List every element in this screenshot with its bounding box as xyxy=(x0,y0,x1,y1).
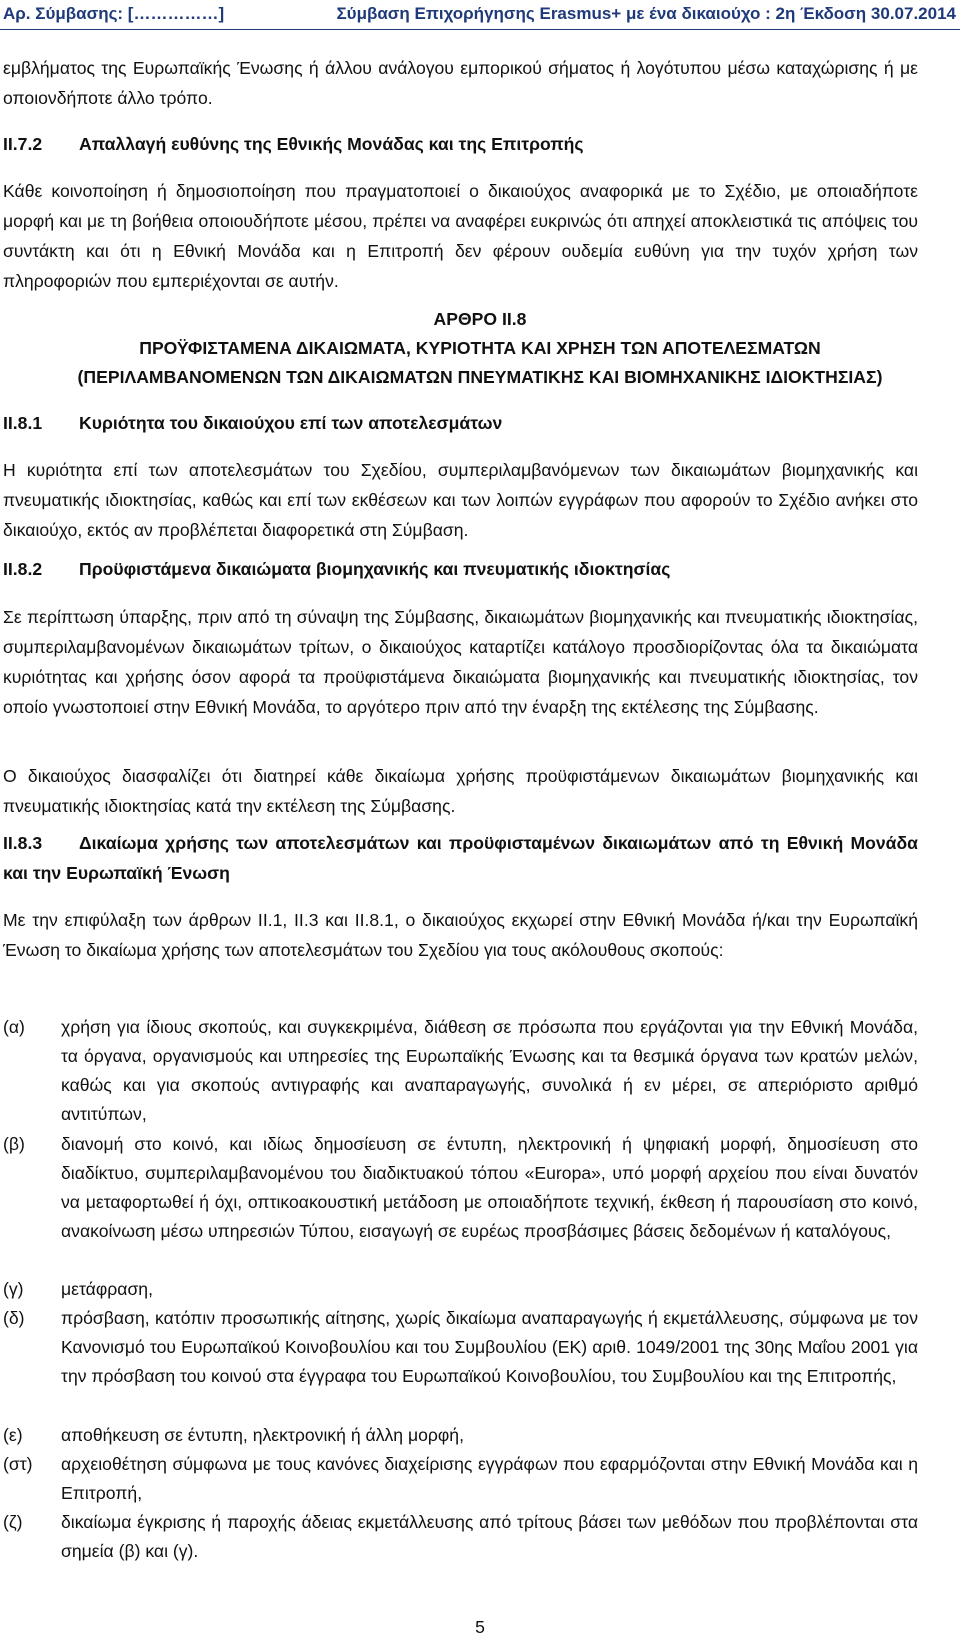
page-header xyxy=(0,0,960,30)
article-title: ΠΡΟΫΦΙΣΤΑΜΕΝΑ ΔΙΚΑΙΩΜΑΤΑ, ΚΥΡΙΟΤΗΤΑ ΚΑΙ ΧΡΗΣΗ ΤΩΝ ΑΠΟΤΕΛΕΣΜΑΤΩΝ xyxy=(139,338,821,358)
article-subtitle: (ΠΕΡΙΛΑΜΒΑΝΟΜΕΝΩΝ ΤΩΝ ΔΙΚΑΙΩΜΑΤΩΝ ΠΝΕΥΜΑΤΙΚΗΣ ΚΑΙ ΒΙΟΜΗΧΑΝΙΚΗΣ ΙΔΙΟΚΤΗΣΙΑΣ) xyxy=(77,367,883,387)
section-title: Απαλλαγή ευθύνης της Εθνικής Μονάδας και της Επιτροπής xyxy=(79,134,584,154)
list-item-label: (ε) xyxy=(3,1425,23,1445)
section-number: II.8.1 xyxy=(3,413,43,433)
section-8-1-text: Η κυριότητα επί των αποτελεσμάτων του Σχεδίου, συμπεριλαμβανόμενων των δικαιωμάτων βιομηχανικής και πνευματικής ιδιοκτησίας, καθώς και επί των εκθέσεων και των λοιπών εγγράφων που αφορούν το Σχέδιο ανήκει στο δικαιούχο, εκτός αν προβλέπεται διαφορετικά στη Σύμβαση. xyxy=(3,460,918,540)
list-item-label: (α) xyxy=(3,1017,25,1037)
article-label: ΑΡΘΡΟ II.8 xyxy=(433,309,527,329)
list-item-text: αποθήκευση σε έντυπη, ηλεκτρονική ή άλλη μορφή, xyxy=(61,1425,464,1445)
section-number: II.8.2 xyxy=(3,559,43,579)
section-title: Κυριότητα του δικαιούχου επί των αποτελεσμάτων xyxy=(79,413,503,433)
list-item-label: (στ) xyxy=(3,1454,33,1474)
contract-title: Σύμβαση Επιχορήγησης Erasmus+ με ένα δικαιούχο : 2η Έκδοση 30.07.2014 xyxy=(336,4,956,23)
section-heading-8-1 xyxy=(3,408,918,438)
section-8-2-text-1: Σε περίπτωση ύπαρξης, πριν από τη σύναψη της Σύμβασης, δικαιωμάτων βιομηχανικής και πνευματικής ιδιοκτησίας, συμπεριλαμβανομένων δικαιωμάτων τρίτων, ο δικαιούχος καταρτίζει κατάλογο προσδιορίζοντας όλα τα δικαιώματα κυριότητας και χρήσης όσον αφορά τα προϋφιστάμενα δικαιώματα βιομηχανικής και πνευματικής ιδιοκτησίας, τον οποίο γνωστοποιεί στην Εθνική Μονάδα, το αργότερο πριν από την έναρξη της εκτέλεσης της Σύμβασης. xyxy=(3,607,918,717)
section-7-2-text: Κάθε κοινοποίηση ή δημοσιοποίηση που πραγματοποιεί ο δικαιούχος αναφορικά με το Σχέδιο, με οποιαδήποτε μορφή και με τη βοήθεια οποιουδήποτε μέσου, πρέπει να αναφέρει ευκρινώς ότι απηχεί αποκλειστικά τις απόψεις του συντάκτη και ότι η Εθνική Μονάδα και η Επιτροπή δεν φέρουν ουδεμία ευθύνη για την τυχόν χρήση των πληροφοριών που εμπεριέχονται σε αυτήν. xyxy=(3,181,918,291)
list-item-label: (β) xyxy=(3,1134,25,1154)
section-8-2-text-2: Ο δικαιούχος διασφαλίζει ότι διατηρεί κάθε δικαίωμα χρήσης προϋφιστάμενων δικαιωμάτων βιομηχανικής και πνευματικής ιδιοκτησίας κατά την εκτέλεση της Σύμβασης. xyxy=(3,766,918,816)
intro-paragraph: εμβλήματος της Ευρωπαϊκής Ένωσης ή άλλου ανάλογου εμπορικού σήματος ή λογότυπου μέσω καταχώρισης ή με οποιονδήποτε άλλο τρόπο. xyxy=(3,58,918,108)
section-number: II.7.2 xyxy=(3,134,43,154)
section-title: Προϋφιστάμενα δικαιώματα βιομηχανικής και πνευματικής ιδιοκτησίας xyxy=(79,559,671,579)
list-item-label: (γ) xyxy=(3,1279,24,1299)
section-8-3-text: Με την επιφύλαξη των άρθρων II.1, II.3 και II.8.1, ο δικαιούχος εκχωρεί στην Εθνική Μονάδα ή/και την Ευρωπαϊκή Ένωση το δικαίωμα χρήσης των αποτελεσμάτων του Σχεδίου για τους ακόλουθους σκοπούς: xyxy=(3,910,918,960)
list-item-text: αρχειοθέτηση σύμφωνα με τους κανόνες διαχείρισης εγγράφων που εφαρμόζονται στην Εθνική Μονάδα και η Επιτροπή, xyxy=(61,1454,918,1503)
page-number: 5 xyxy=(475,1617,485,1637)
list-item-label: (ζ) xyxy=(3,1512,23,1532)
section-heading-8-2 xyxy=(3,554,918,584)
section-heading-8-3 xyxy=(3,828,918,888)
list-item-text: πρόσβαση, κατόπιν προσωπικής αίτησης, χωρίς δικαίωμα αναπαραγωγής ή εκμετάλλευσης, σύμφωνα με τον Κανονισμό του Ευρωπαϊκού Κοινοβουλίου και του Συμβουλίου (ΕΚ) αριθ. 1049/2001 της 30ης Μαΐου 2001 για την πρόσβαση του κοινού στα έγγραφα του Ευρωπαϊκού Κοινοβουλίου, του Συμβουλίου και της Επιτροπής, xyxy=(61,1308,918,1386)
list-item-label: (δ) xyxy=(3,1308,25,1328)
section-title: Δικαίωμα χρήσης των αποτελεσμάτων και προϋφισταμένων δικαιωμάτων από τη Εθνική Μονάδα και την Ευρωπαϊκή Ένωση xyxy=(3,833,918,883)
section-heading-7-2 xyxy=(3,129,918,159)
list-item-text: διανομή στο κοινό, και ιδίως δημοσίευση σε έντυπη, ηλεκτρονική ή ψηφιακή μορφή, δημοσίευση στο διαδίκτυο, συμπεριλαμβανομένου του διαδικτυακού τόπου «Europa», υπό μορφή αρχείου που είναι δυνατόν να μεταφορτωθεί ή όχι, οπτικοακουστική μετάδοση με οποιαδήποτε τεχνική, έκθεση ή παρουσίαση στο κοινό, ανακοίνωση μέσω υπηρεσιών Τύπου, εισαγωγή σε ευρέως προσβάσιμες βάσεις δεδομένων ή καταλόγους, xyxy=(61,1134,918,1241)
contract-number: Αρ. Σύμβασης: [……………] xyxy=(3,4,225,23)
list-item-text: δικαίωμα έγκρισης ή παροχής άδειας εκμετάλλευσης από τρίτους βάσει των μεθόδων που προβλέπονται στα σημεία (β) και (γ). xyxy=(61,1512,918,1561)
list-item-text: χρήση για ίδιους σκοπούς, και συγκεκριμένα, διάθεση σε πρόσωπα που εργάζονται για την Εθνική Μονάδα, τα όργανα, οργανισμούς και υπηρεσίες της Ευρωπαϊκής Ένωσης και τα θεσμικά όργανα των κρατών μελών, καθώς και για σκοπούς αντιγραφής και αναπαραγωγής, συνολικά ή εν μέρει, σε απεριόριστο αριθμό αντιτύπων, xyxy=(61,1017,918,1124)
section-number: II.8.3 xyxy=(3,833,43,853)
list-item-text: μετάφραση, xyxy=(61,1279,153,1299)
